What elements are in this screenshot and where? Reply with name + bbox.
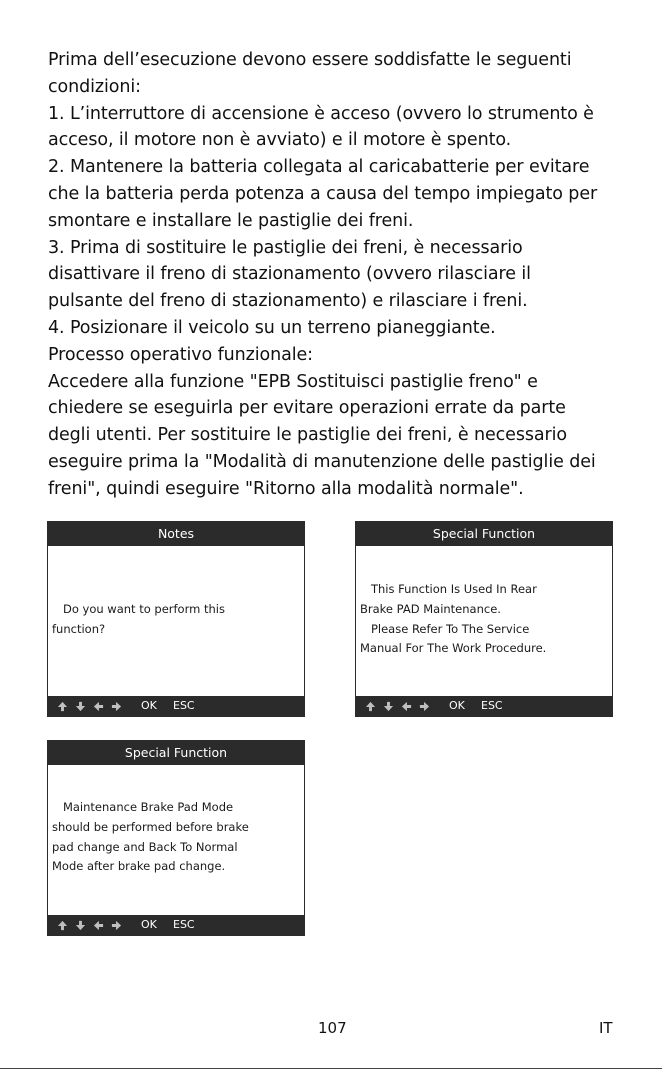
language-code: IT <box>599 1019 613 1037</box>
screen-message <box>52 798 300 877</box>
arrow-right-icon[interactable] <box>111 701 122 712</box>
screen-message <box>360 580 608 659</box>
navigation-arrows <box>365 696 430 716</box>
text-line: 2. Mantenere la batteria collegata al caricabatterie per evitare <box>48 157 590 178</box>
arrow-left-icon[interactable] <box>93 920 104 931</box>
text-line: freni", quindi eseguire "Ritorno alla modalità normale". <box>48 478 524 499</box>
esc-button[interactable]: ESC <box>173 918 195 931</box>
arrow-up-icon[interactable] <box>57 920 68 931</box>
screen-title: Special Function <box>356 522 612 546</box>
message-line: Please Refer To The Service <box>360 621 530 636</box>
page-number: 107 <box>318 1019 347 1037</box>
arrow-right-icon[interactable] <box>419 701 430 712</box>
text-line: 3. Prima di sostituire le pastiglie dei freni, è necessario <box>48 237 523 258</box>
message-line: Brake PAD Maintenance. <box>360 601 501 616</box>
text-line: disattivare il freno di stazionamento (ovvero rilasciare il <box>48 264 531 285</box>
arrow-down-icon[interactable] <box>383 701 394 712</box>
text-line: degli utenti. Per sostituire le pastiglie dei freni, è necessario <box>48 425 567 446</box>
navigation-arrows <box>57 915 122 935</box>
text-line: Prima dell’esecuzione devono essere soddisfatte le seguenti <box>48 50 572 70</box>
screen-footer <box>356 696 612 716</box>
text-line: chiedere se eseguirla per evitare operazioni errate da parte <box>48 398 566 419</box>
esc-button[interactable]: ESC <box>173 699 195 712</box>
message-line: Manual For The Work Procedure. <box>360 641 547 656</box>
screenshot-notes <box>47 521 305 717</box>
navigation-arrows <box>57 696 122 716</box>
text-line: acceso, il motore non è avviato) e il motore è spento. <box>48 130 512 151</box>
ok-button[interactable]: OK <box>141 918 157 931</box>
text-line: condizioni: <box>48 76 141 97</box>
ok-button[interactable]: OK <box>449 699 465 712</box>
text-line: 4. Posizionare il veicolo su un terreno pianeggiante. <box>48 317 496 338</box>
arrow-right-icon[interactable] <box>111 920 122 931</box>
instructions-text <box>48 47 628 503</box>
message-line: Mode after brake pad change. <box>52 859 226 874</box>
text-line: 1. L’interruttore di accensione è acceso (ovvero lo strumento è <box>48 103 594 124</box>
bottom-divider <box>0 1068 662 1069</box>
screenshot-special-function-info <box>355 521 613 717</box>
esc-button[interactable]: ESC <box>481 699 503 712</box>
text-line: smontare e installare le pastiglie dei freni. <box>48 210 414 231</box>
message-line: This Function Is Used In Rear <box>360 582 537 596</box>
screen-title: Special Function <box>48 741 304 765</box>
message-line: function? <box>52 621 106 636</box>
text-line: che la batteria perda potenza a causa del tempo impiegato per <box>48 183 598 204</box>
text-line: Processo operativo funzionale: <box>48 344 313 365</box>
arrow-up-icon[interactable] <box>57 701 68 712</box>
text-line: pulsante del freno di stazionamento) e rilasciare i freni. <box>48 291 528 312</box>
arrow-down-icon[interactable] <box>75 920 86 931</box>
message-line: Maintenance Brake Pad Mode <box>52 800 234 814</box>
arrow-down-icon[interactable] <box>75 701 86 712</box>
arrow-left-icon[interactable] <box>401 701 412 712</box>
screen-footer <box>48 696 304 716</box>
text-line: eseguire prima la "Modalità di manutenzione delle pastiglie dei <box>48 451 596 472</box>
text-line: Accedere alla funzione "EPB Sostituisci pastiglie freno" e <box>48 371 538 392</box>
message-line: Do you want to perform this <box>52 602 225 616</box>
screen-footer <box>48 915 304 935</box>
message-line: should be performed before brake <box>52 819 249 834</box>
message-line: pad change and Back To Normal <box>52 839 238 854</box>
ok-button[interactable]: OK <box>141 699 157 712</box>
screen-message <box>52 600 300 640</box>
arrow-up-icon[interactable] <box>365 701 376 712</box>
arrow-left-icon[interactable] <box>93 701 104 712</box>
screenshot-special-function-mode <box>47 740 305 936</box>
screen-title: Notes <box>48 522 304 546</box>
